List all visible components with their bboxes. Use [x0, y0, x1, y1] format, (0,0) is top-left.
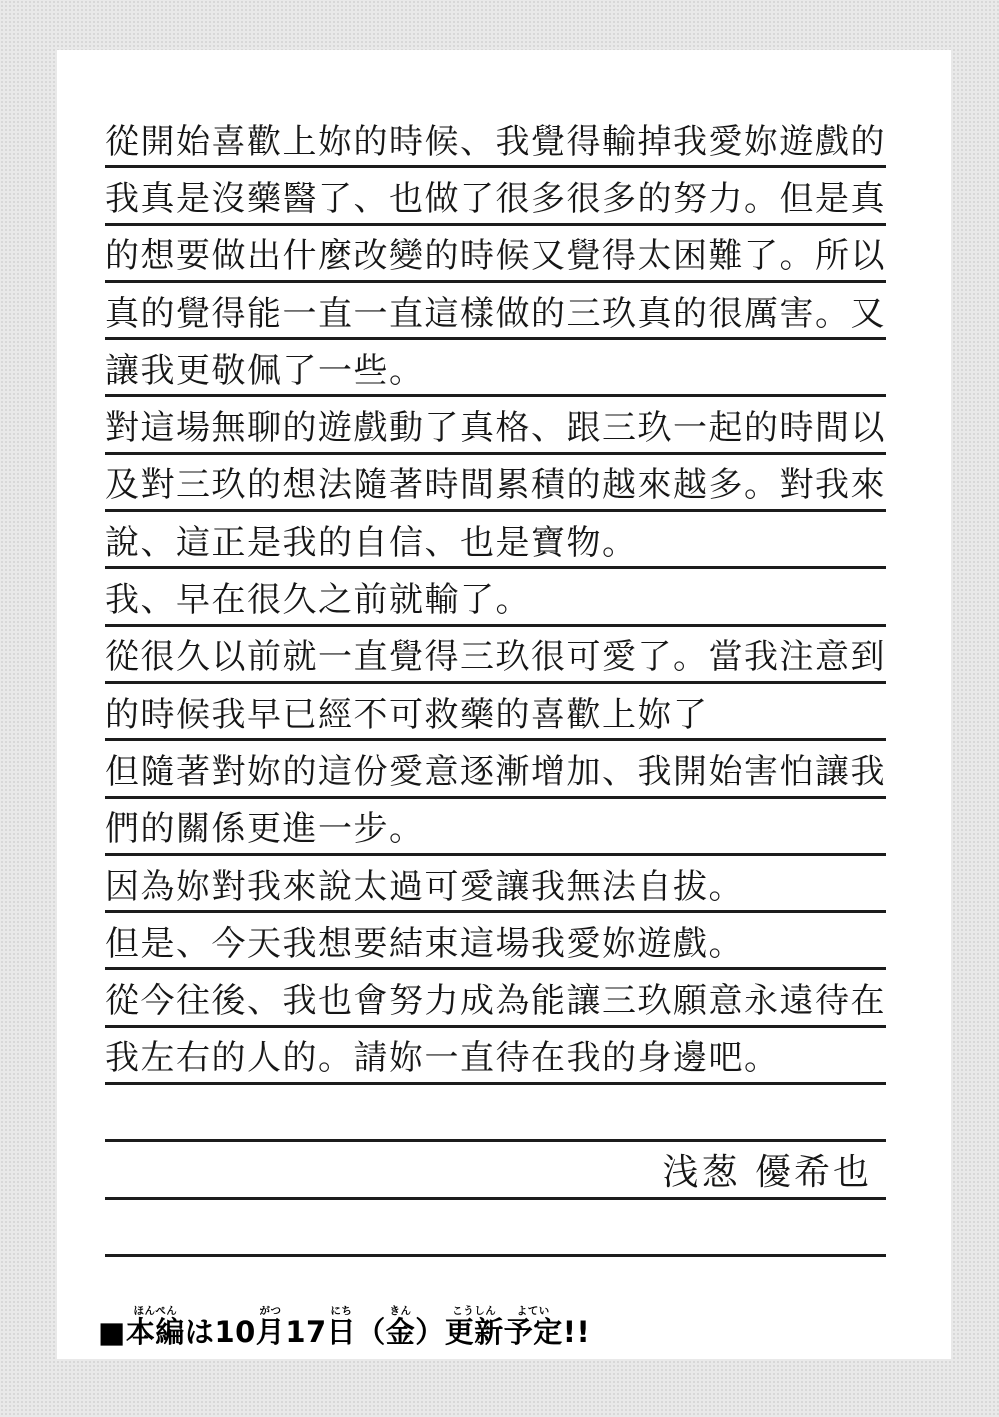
letter-line-text: 對這場無聊的遊戲動了真格、跟三玖一起的時間以 [105, 408, 886, 449]
letter-line-text: 真的覺得能一直一直這樣做的三玖真的很厲害。又 [105, 293, 886, 334]
letter-line [105, 226, 886, 283]
letter-line-text: 從開始喜歡上妳的時候、我覺得輸掉我愛妳遊戲的 [105, 121, 886, 162]
update-notice-segment: 17 [285, 1315, 327, 1349]
letter-paper [57, 50, 951, 1359]
letter-line [105, 168, 886, 225]
letter-line [105, 741, 886, 798]
update-notice-segment: （ [356, 1315, 386, 1349]
letter-line-text: 因為妳對我來說太過可愛讓我無法自拔。 [105, 866, 744, 907]
letter-line-text: 讓我更敬佩了一些。 [105, 350, 425, 391]
letter-line-text: 的想要做出什麼改變的時候又覺得太困難了。所以 [105, 236, 886, 277]
letter-line-text: 但是、今天我想要結束這場我愛妳遊戲。 [105, 923, 744, 964]
letter-line [105, 111, 886, 168]
update-notice-segment: 本編ほんぺん [125, 1305, 185, 1349]
letter-line [105, 340, 886, 397]
update-notice-segment: !! [562, 1315, 591, 1349]
update-notice-segment: 日にち [326, 1305, 357, 1349]
blank-ruled-line [105, 1200, 886, 1257]
letter-line-text: 們的關係更進一步。 [105, 809, 425, 850]
letter-line-text: 說、這正是我的自信、也是寶物。 [105, 522, 638, 563]
letter-line [105, 684, 886, 741]
letter-line [105, 1028, 886, 1085]
letter-line-text: 從今往後、我也會努力成為能讓三玖願意永遠待在 [105, 981, 886, 1022]
letter-line [105, 283, 886, 340]
update-notice-segment: 月がつ [255, 1305, 286, 1349]
letter-line-text: 我真是沒藥醫了、也做了很多很多的努力。但是真 [105, 178, 886, 219]
letter-line-text: 我左右的人的。請妳一直待在我的身邊吧。 [105, 1038, 780, 1079]
update-notice-segment: 予定よてい [503, 1305, 563, 1349]
update-notice-text [98, 1305, 591, 1349]
blank-ruled-line [105, 1085, 886, 1142]
update-notice [98, 1305, 590, 1351]
letter-line [105, 512, 886, 569]
letter-line-text: 從很久以前就一直覺得三玖很可愛了。當我注意到 [105, 637, 886, 678]
letter-line [105, 569, 886, 626]
signature-line [105, 1142, 886, 1199]
letter-line-text: 我、早在很久之前就輸了。 [105, 580, 531, 621]
letter-body [105, 111, 886, 1257]
letter-line [105, 627, 886, 684]
update-notice-segment: 10 [214, 1315, 256, 1349]
letter-line-text: 及對三玖的想法隨著時間累積的越來越多。對我來 [105, 465, 886, 506]
letter-line [105, 970, 886, 1027]
update-notice-segment: ■ [98, 1315, 126, 1349]
update-notice-segment: 金きん [385, 1305, 416, 1349]
letter-line [105, 397, 886, 454]
letter-line [105, 799, 886, 856]
letter-line [105, 856, 886, 913]
letter-line [105, 913, 886, 970]
update-notice-segment: ） [415, 1315, 445, 1349]
signature-text: 浅葱 優希也 [662, 1151, 872, 1193]
letter-line-text: 但隨著對妳的這份愛意逐漸增加、我開始害怕讓我 [105, 751, 886, 792]
letter-line [105, 455, 886, 512]
update-notice-segment: は [184, 1315, 215, 1349]
update-notice-segment: 更新こうしん [444, 1305, 504, 1349]
letter-line-text: 的時候我早已經不可救藥的喜歡上妳了 [105, 694, 709, 735]
